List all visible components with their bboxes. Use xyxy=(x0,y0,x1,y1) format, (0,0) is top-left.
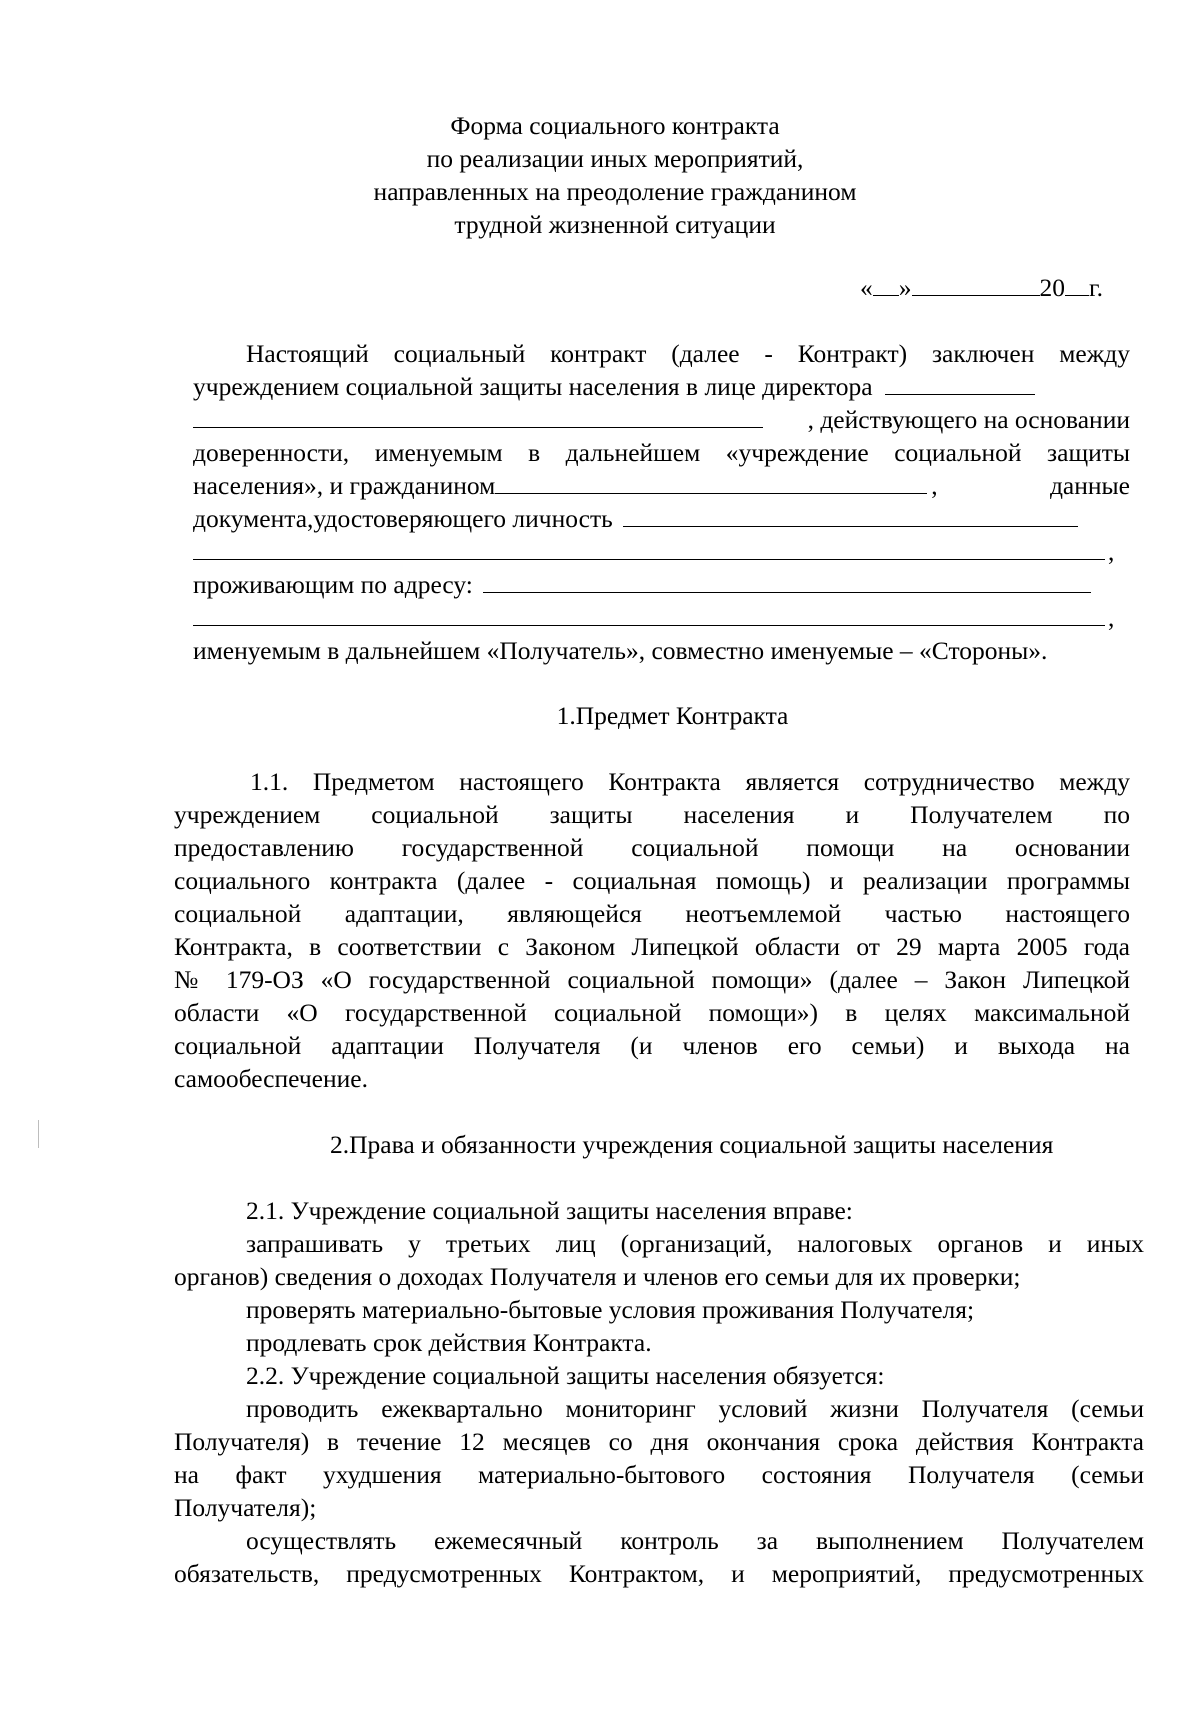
intro-citizen-comma: , xyxy=(931,471,938,500)
section-1-line: 1.1. Предметом настоящего Контракта является сотрудничество между xyxy=(250,767,1130,796)
section-1-line: Контракта, в соответствии с Законом Липецкой области от 29 марта 2005 года xyxy=(174,932,1130,961)
section-1-line: предоставлению государственной социальной помощи на основании xyxy=(174,833,1130,862)
section-2-line: Получателя); xyxy=(174,1493,317,1522)
year-blank xyxy=(1065,273,1089,296)
title-line-1: Форма социального контракта xyxy=(450,111,780,140)
address-continued-blank xyxy=(193,603,1105,626)
section-2-line: запрашивать у третьих лиц (организаций, налоговых органов и иных xyxy=(246,1229,1144,1258)
intro-line-3 xyxy=(193,403,1130,436)
title-line-3: направленных на преодоление гражданином xyxy=(373,177,857,206)
citizen-name-blank xyxy=(495,471,927,494)
intro-line-2 xyxy=(193,370,1035,403)
section-1-line: социального контракта (далее - социальная помощь) и реализации программы xyxy=(174,866,1130,895)
section-2-line: проводить ежеквартально мониторинг условий жизни Получателя (семьи xyxy=(246,1394,1144,1423)
intro-line-7 xyxy=(193,535,1114,568)
section-1-line: самообеспечение. xyxy=(174,1064,368,1093)
section-2-line: продлевать срок действия Контракта. xyxy=(246,1328,652,1357)
section-1-line: социальной адаптации, являющейся неотъемлемой частью настоящего xyxy=(174,899,1130,928)
intro-line-4: доверенности, именуемым в дальнейшем «учреждение социальной защиты xyxy=(193,438,1130,467)
section-2-line: на факт ухудшения материально-бытового состояния Получателя (семьи xyxy=(174,1460,1144,1489)
intro-identity-text: документа,удостоверяющего личность xyxy=(193,504,613,533)
section-1-heading: 1.Предмет Контракта xyxy=(556,701,789,730)
address-blank xyxy=(483,570,1091,593)
section-1-line: области «О государственной социальной помощи») в целях максимальной xyxy=(174,998,1130,1027)
intro-line-1: Настоящий социальный контракт (далее - Контракт) заключен между xyxy=(246,339,1130,368)
intro-citizen-text: населения», и гражданином xyxy=(193,471,496,500)
day-blank xyxy=(873,273,899,296)
identity-document-blank xyxy=(623,504,1078,527)
title-line-4: трудной жизненной ситуации xyxy=(454,210,776,239)
intro-line-10: именуемым в дальнейшем «Получатель», совместно именуемые – «Стороны». xyxy=(193,636,1048,665)
intro-line-5 xyxy=(193,469,1130,502)
section-1-line: учреждением социальной защиты населения и Получателем по xyxy=(174,800,1130,829)
intro-comma-2: , xyxy=(1108,603,1115,632)
scan-margin-mark xyxy=(38,1120,39,1148)
year-prefix: 20 xyxy=(1039,273,1065,302)
section-2-line: проверять материально-бытовые условия проживания Получателя; xyxy=(246,1295,975,1324)
month-blank xyxy=(912,273,1040,296)
section-2-heading: 2.Права и обязанности учреждения социальной защиты населения xyxy=(330,1130,1054,1159)
section-2-line: Получателя) в течение 12 месяцев со дня окончания срока действия Контракта xyxy=(174,1427,1144,1456)
section-2-line: обязательств, предусмотренных Контрактом, и мероприятий, предусмотренных xyxy=(174,1559,1144,1588)
section-2-line: осуществлять ежемесячный контроль за выполнением Получателем xyxy=(246,1526,1144,1555)
year-suffix: г. xyxy=(1089,273,1103,302)
section-2-line: 2.2. Учреждение социальной защиты населения обязуется: xyxy=(246,1361,885,1390)
intro-comma-1: , xyxy=(1108,537,1115,566)
section-2-line: органов) сведения о доходах Получателя и членов его семьи для их проверки; xyxy=(174,1262,1021,1291)
section-1-line: социальной адаптации Получателя (и членов его семьи) и выхода на xyxy=(174,1031,1130,1060)
intro-data-text: данные xyxy=(1049,471,1130,500)
date-close-quote: » xyxy=(898,273,912,302)
intro-line-8 xyxy=(193,568,1091,601)
intro-line-9 xyxy=(193,601,1114,634)
intro-director-text: учреждением социальной защиты населения в лице директора xyxy=(193,372,873,401)
date-line xyxy=(860,271,1103,304)
section-2-line: 2.1. Учреждение социальной защиты населения вправе: xyxy=(246,1196,853,1225)
director-name-continued-blank xyxy=(193,405,763,428)
intro-line-6 xyxy=(193,502,1078,535)
director-name-blank xyxy=(885,372,1035,395)
intro-address-text: проживающим по адресу: xyxy=(193,570,473,599)
intro-acting-text: , действующего на основании xyxy=(807,405,1130,434)
title-line-2: по реализации иных мероприятий, xyxy=(426,144,804,173)
date-open-quote: « xyxy=(860,273,873,302)
section-1-line: № 179-ОЗ «О государственной социальной помощи» (далее – Закон Липецкой xyxy=(174,965,1130,994)
identity-document-continued-blank xyxy=(193,537,1105,560)
